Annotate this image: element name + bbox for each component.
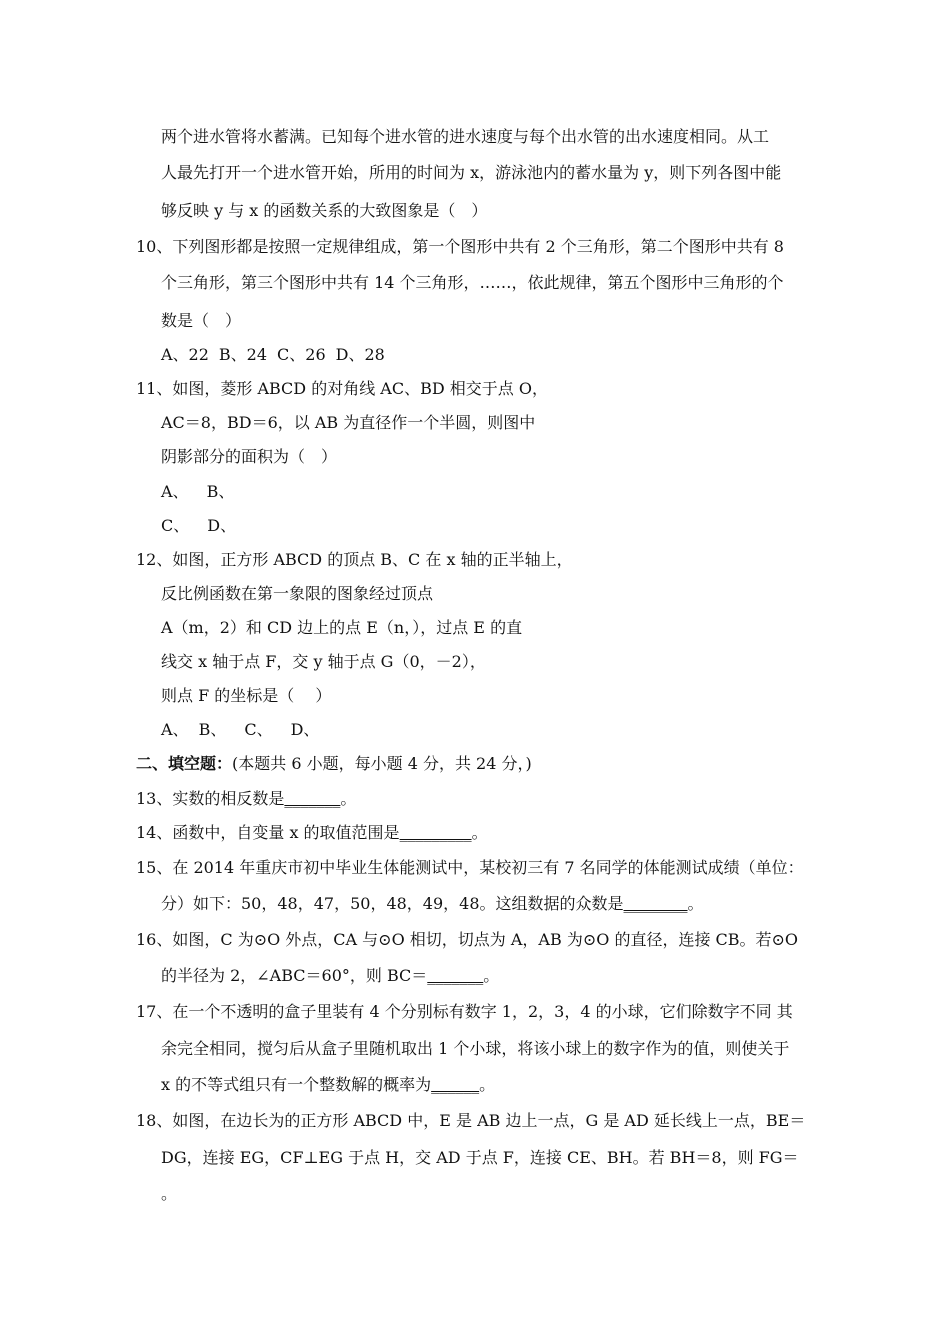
q16-answer-blank[interactable]: _______ [427, 966, 484, 985]
q15-line-1: 15、在 2014 年重庆市初中毕业生体能测试中，某校初三有 7 名同学的体能测试成绩（单位： [136, 858, 804, 877]
q16-line-1: 16、如图，C 为⊙O 外点，CA 与⊙O 相切，切点为 A，AB 为⊙O 的直径，连接 CB。若⊙O [136, 930, 799, 949]
q14-end: 。 [471, 823, 488, 842]
q11-line-1: 11、如图，菱形 ABCD 的对角线 AC、BD 相交于点 O， [136, 379, 548, 398]
q10-options [161, 344, 385, 366]
q16-text: 的半径为 2，∠ABC＝60°，则 BC＝ [161, 966, 428, 985]
q9-line-2: 人最先打开一个进水管开始，所用的时间为 x，游泳池内的蓄水量为 y，则下列各图中能 [161, 163, 782, 182]
q14-answer-blank[interactable]: _________ [399, 823, 472, 842]
q17-end: 。 [479, 1075, 496, 1094]
q10-line-3: 数是（ ） [161, 311, 242, 330]
q18-line-1: 18、如图，在边长为的正方形 ABCD 中，E 是 AB 边上一点，G 是 AD 延长线上一点，BE＝ [136, 1111, 806, 1130]
q12-line-1: 12、如图，正方形 ABCD 的顶点 B、C 在 x 轴的正半轴上， [136, 550, 573, 569]
q12-line-2: 反比例函数在第一象限的图象经过顶点 [161, 584, 434, 603]
q12-option-c: C、 [244, 720, 273, 739]
section-heading [136, 753, 532, 775]
q17-line-3 [161, 1074, 495, 1096]
q9-line-3: 够反映 y 与 x 的函数关系的大致图象是（ ） [161, 201, 488, 220]
q11-option-d: D、 [207, 516, 237, 535]
q11-option-c: C、 [161, 516, 190, 535]
q10-option-c: C、26 [277, 345, 326, 364]
q17-answer-blank[interactable]: ______ [431, 1075, 480, 1094]
q15-answer-blank[interactable]: ________ [623, 894, 688, 913]
q13-text: 13、实数的相反数是 [136, 789, 285, 808]
q12-option-b: B、 [198, 720, 227, 739]
q17-line-1: 17、在一个不透明的盒子里装有 4 个分别标有数字 1，2，3，4 的小球，它们除数字不同 其 [136, 1002, 793, 1021]
q11-options-cd [161, 515, 236, 537]
q14-text: 14、函数中，自变量 x 的取值范围是 [136, 823, 400, 842]
q12-option-d: D、 [290, 720, 320, 739]
q10-option-b: B、24 [218, 345, 268, 364]
q14-line [136, 822, 488, 844]
q15-line-2 [161, 893, 704, 915]
q12-line-3: A（m，2）和 CD 边上的点 E（n，），过点 E 的直 [161, 618, 523, 637]
q13-line [136, 788, 356, 810]
q10-option-d: D、28 [335, 345, 385, 364]
q13-end: 。 [340, 789, 357, 808]
q12-line-5: 则点 F 的坐标是（ ） [161, 686, 332, 705]
q17-line-2: 余完全相同，搅匀后从盒子里随机取出 1 个小球，将该小球上的数字作为的值，则使关于 [161, 1039, 790, 1058]
q18-line-2: DG，连接 EG，CF⊥EG 于点 H，交 AD 于点 F，连接 CE、BH。若 BH＝8，则 FG＝ [161, 1148, 799, 1167]
q15-end: 。 [687, 894, 704, 913]
q15-text: 分）如下：50，48，47，50，48，49，48。这组数据的众数是 [161, 894, 624, 913]
q12-line-4: 线交 x 轴于点 F，交 y 轴于点 G（0，－2）， [161, 652, 486, 671]
q18-line-3: 。 [161, 1184, 178, 1203]
q16-line-2 [161, 965, 499, 987]
q11-option-a: A、 [161, 482, 189, 501]
q12-options [161, 719, 319, 741]
q10-line-2: 个三角形，第三个图形中共有 14 个三角形，……，依此规律，第五个图形中三角形的个 [161, 273, 784, 292]
q11-options-ab [161, 481, 234, 503]
section-note: (本题共 6 小题，每小题 4 分，共 24 分，) [232, 754, 532, 773]
q16-end: 。 [483, 966, 500, 985]
q12-option-a: A、 [161, 720, 189, 739]
q13-answer-blank[interactable]: _______ [284, 789, 341, 808]
q10-option-a: A、22 [161, 345, 209, 364]
section-title: 二、填空题： [136, 754, 233, 773]
q11-option-b: B、 [206, 482, 235, 501]
q17-text: x 的不等式组只有一个整数解的概率为 [161, 1075, 432, 1094]
q11-line-2: AC＝8，BD＝6，以 AB 为直径作一个半圆，则图中 [161, 413, 536, 432]
q9-line-1: 两个进水管将水蓄满。已知每个进水管的进水速度与每个出水管的出水速度相同。从工 [161, 127, 770, 146]
q10-line-1: 10、下列图形都是按照一定规律组成，第一个图形中共有 2 个三角形，第二个图形中共有 8 [136, 237, 784, 256]
q11-line-3: 阴影部分的面积为（ ） [161, 447, 338, 466]
